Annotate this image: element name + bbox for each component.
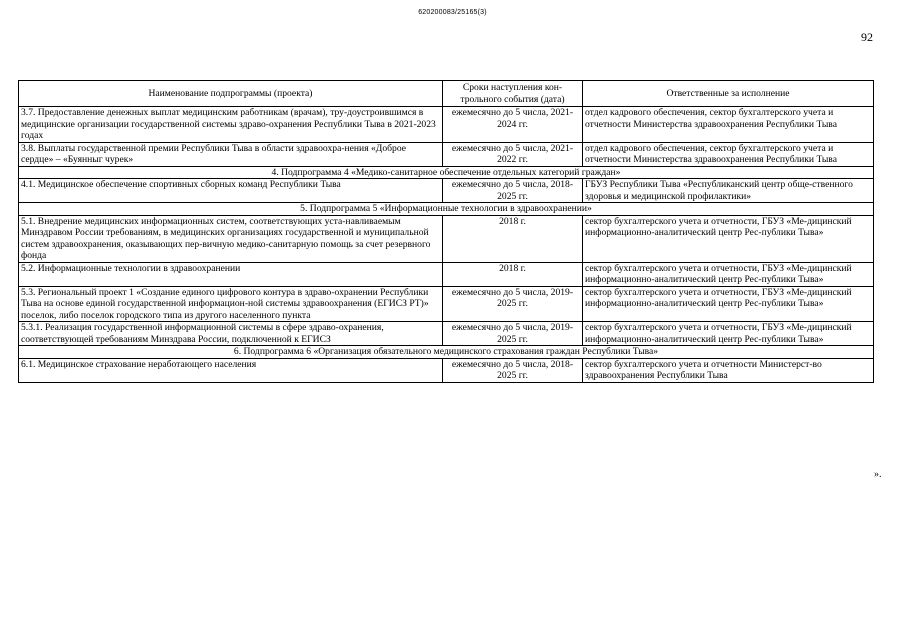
cell-responsible: отдел кадрового обеспечения, сектор бухгалтерского учета и отчетности Министерства здравоохранения Республики Тыва	[583, 107, 874, 143]
cell-subprogram-name: 6.1. Медицинское страхование неработающего населения	[19, 358, 443, 382]
cell-event-date: 2018 г.	[443, 215, 583, 262]
cell-subprogram-name: 5.2. Информационные технологии в здравоохранении	[19, 262, 443, 286]
cell-event-date: ежемесячно до 5 числа, 2021-2022 гг.	[443, 142, 583, 166]
section-title: 5. Подпрограмма 5 «Информационные технологии в здравоохранении»	[19, 203, 874, 216]
table-row	[19, 262, 874, 286]
page-number: 92	[861, 30, 873, 44]
column-header-date: Сроки наступления кон-трольного события (дата)	[443, 81, 583, 107]
section-title: 4. Подпрограмма 4 «Медико-санитарное обеспечение отдельных категорий граждан»	[19, 166, 874, 179]
cell-event-date: ежемесячно до 5 числа, 2019-2025 гг.	[443, 286, 583, 322]
table-row	[19, 358, 874, 382]
table-row	[19, 107, 874, 143]
cell-subprogram-name: 4.1. Медицинское обеспечение спортивных сборных команд Республики Тыва	[19, 179, 443, 203]
cell-event-date: ежемесячно до 5 числа, 2021-2024 гг.	[443, 107, 583, 143]
cell-event-date: 2018 г.	[443, 262, 583, 286]
cell-event-date: ежемесячно до 5 числа, 2018-2025 гг.	[443, 179, 583, 203]
cell-event-date: ежемесячно до 5 числа, 2018-2025 гг.	[443, 358, 583, 382]
cell-responsible: ГБУЗ Республики Тыва «Республиканский центр обще-ственного здоровья и медицинской профилактики»	[583, 179, 874, 203]
cell-responsible: сектор бухгалтерского учета и отчетности Министерст-во здравоохранения Республики Тыва	[583, 358, 874, 382]
table-row	[19, 142, 874, 166]
table-row	[19, 179, 874, 203]
section-row	[19, 346, 874, 359]
cell-subprogram-name: 5.3.1. Реализация государственной информационной системы в сфере здраво-охранения, соответствующей требованиям Минздрава России, подключенной к ЕГИСЗ	[19, 322, 443, 346]
cell-responsible: сектор бухгалтерского учета и отчетности, ГБУЗ «Ме-дицинский информационно-аналитический центр Рес-публики Тыва»	[583, 262, 874, 286]
cell-subprogram-name: 3.8. Выплаты государственной премии Республики Тыва в области здравоохра-нения «Доброе сердце» – «Буянныг чурек»	[19, 142, 443, 166]
cell-subprogram-name: 5.3. Региональный проект 1 «Создание единого цифрового контура в здраво-охранении Республики Тыва на основе единой государственной информацион-ной системы здравоохранения (ЕГИСЗ РТ)» поселок, либо поселок городского типа из другого населенного пункта	[19, 286, 443, 322]
events-table	[18, 80, 874, 383]
section-row	[19, 203, 874, 216]
cell-responsible: отдел кадрового обеспечения, сектор бухгалтерского учета и отчетности Министерства здравоохранения Республики Тыва	[583, 142, 874, 166]
table-row	[19, 215, 874, 262]
section-title: 6. Подпрограмма 6 «Организация обязательного медицинского страхования граждан Республики Тыва»	[19, 346, 874, 359]
cell-subprogram-name: 3.7. Предоставление денежных выплат медицинским работникам (врачам), тру-доустроившимся в медицинские организации государственной системы здраво-охранения Республики Тыва в 2021-2023 годах	[19, 107, 443, 143]
closing-quote-mark: ».	[874, 469, 882, 480]
table-row	[19, 286, 874, 322]
cell-event-date: ежемесячно до 5 числа, 2019-2025 гг.	[443, 322, 583, 346]
cell-subprogram-name: 5.1. Внедрение медицинских информационных систем, соответствующих уста-навливаемым Минздравом России требованиям, в медицинских организациях государственной и муниципальной систем здравоохранения, оказывающих пер-вичную медико-санитарную помощь за счет резервного фонда	[19, 215, 443, 262]
section-row	[19, 166, 874, 179]
column-header-responsible: Ответственные за исполнение	[583, 81, 874, 107]
cell-responsible: сектор бухгалтерского учета и отчетности, ГБУЗ «Ме-дицинский информационно-аналитический центр Рес-публики Тыва»	[583, 215, 874, 262]
cell-responsible: сектор бухгалтерского учета и отчетности, ГБУЗ «Ме-дицинский информационно-аналитический центр Рес-публики Тыва»	[583, 286, 874, 322]
document-id: 620200083/25165(3)	[418, 9, 487, 16]
table-row	[19, 322, 874, 346]
column-header-name: Наименование подпрограммы (проекта)	[19, 81, 443, 107]
cell-responsible: сектор бухгалтерского учета и отчетности, ГБУЗ «Ме-дицинский информационно-аналитический центр Рес-публики Тыва»	[583, 322, 874, 346]
table-header-row	[19, 81, 874, 107]
